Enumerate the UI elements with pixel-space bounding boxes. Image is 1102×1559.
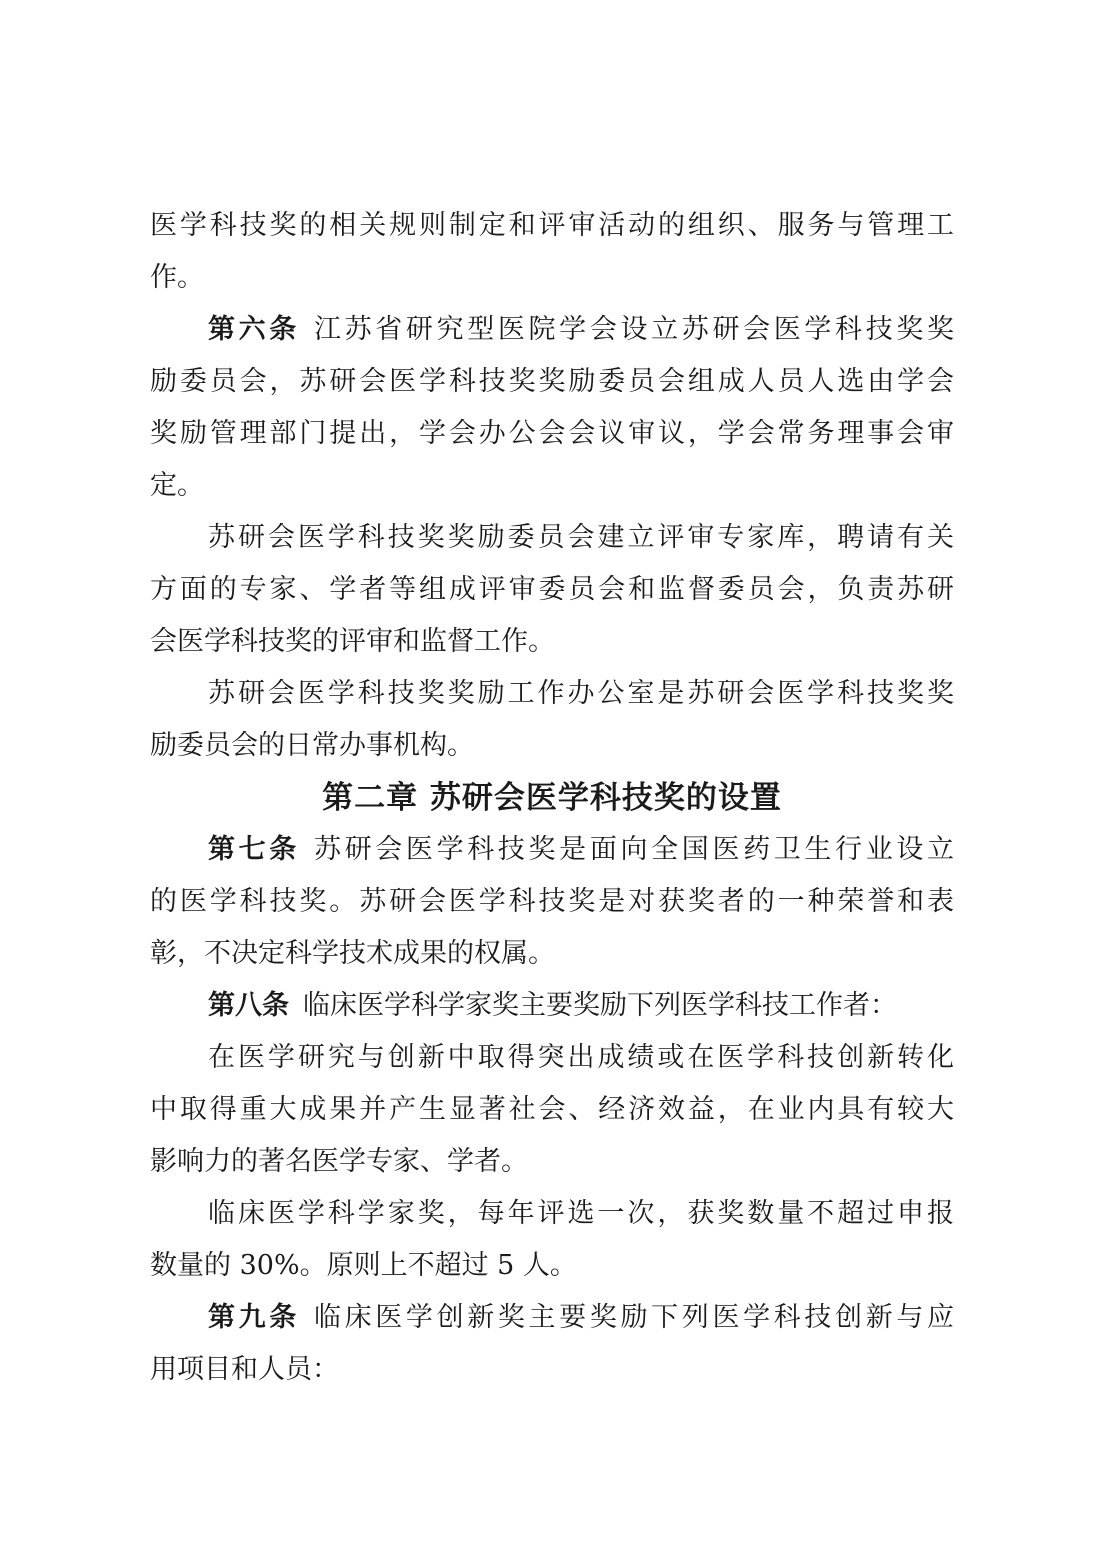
article-8-text: 临床医学科学家奖主要奖励下列医学科技工作者： xyxy=(303,990,897,1021)
article-7-line xyxy=(150,824,954,876)
article-6-text: 江苏省研究型医院学会设立苏研会医学科技奖奖 xyxy=(313,314,955,345)
paragraph-line: 彰，不决定科学技术成果的权属。 xyxy=(150,938,555,969)
paragraph-line: 影响力的著名医学专家、学者。 xyxy=(150,1146,528,1177)
article-8-label: 第八条 xyxy=(208,990,289,1021)
paragraph-line: 定。 xyxy=(150,470,204,501)
article-8-line xyxy=(150,980,954,1032)
paragraph-line: 励委员会，苏研会医学科技奖奖励委员会组成人员人选由学会 xyxy=(150,366,954,397)
paragraph-line: 会医学科技奖的评审和监督工作。 xyxy=(150,626,555,657)
document-page xyxy=(150,200,954,1396)
paragraph-line: 苏研会医学科技奖奖励工作办公室是苏研会医学科技奖奖 xyxy=(208,678,954,709)
paragraph-line: 数量的 30%。原则上不超过 5 人。 xyxy=(150,1250,577,1281)
paragraph-line: 苏研会医学科技奖奖励委员会建立评审专家库，聘请有关 xyxy=(208,522,954,553)
paragraph-line: 临床医学科学家奖，每年评选一次，获奖数量不超过申报 xyxy=(208,1198,954,1229)
paragraph-line: 在医学研究与创新中取得突出成绩或在医学科技创新转化 xyxy=(208,1042,954,1073)
paragraph-line: 医学科技奖的相关规则制定和评审活动的组织、服务与管理工 xyxy=(150,210,954,241)
article-9-text: 临床医学创新奖主要奖励下列医学科技创新与应 xyxy=(313,1302,955,1333)
paragraph-line: 中取得重大成果并产生显著社会、经济效益，在业内具有较大 xyxy=(150,1094,954,1125)
paragraph-line: 的医学科技奖。苏研会医学科技奖是对获奖者的一种荣誉和表 xyxy=(150,886,954,917)
article-7-label: 第七条 xyxy=(208,834,300,865)
paragraph-line: 作。 xyxy=(150,262,204,293)
paragraph-line: 励委员会的日常办事机构。 xyxy=(150,730,474,761)
article-9-label: 第九条 xyxy=(208,1302,300,1333)
article-7-text: 苏研会医学科技奖是面向全国医药卫生行业设立 xyxy=(313,834,955,865)
article-6-line xyxy=(150,304,954,356)
paragraph-line: 方面的专家、学者等组成评审委员会和监督委员会，负责苏研 xyxy=(150,574,954,605)
chapter-heading: 第二章 苏研会医学科技奖的设置 xyxy=(322,780,782,816)
article-9-line xyxy=(150,1292,954,1344)
article-6-label: 第六条 xyxy=(208,314,300,345)
paragraph-line: 用项目和人员： xyxy=(150,1354,339,1385)
paragraph-line: 奖励管理部门提出，学会办公会会议审议，学会常务理事会审 xyxy=(150,418,954,449)
